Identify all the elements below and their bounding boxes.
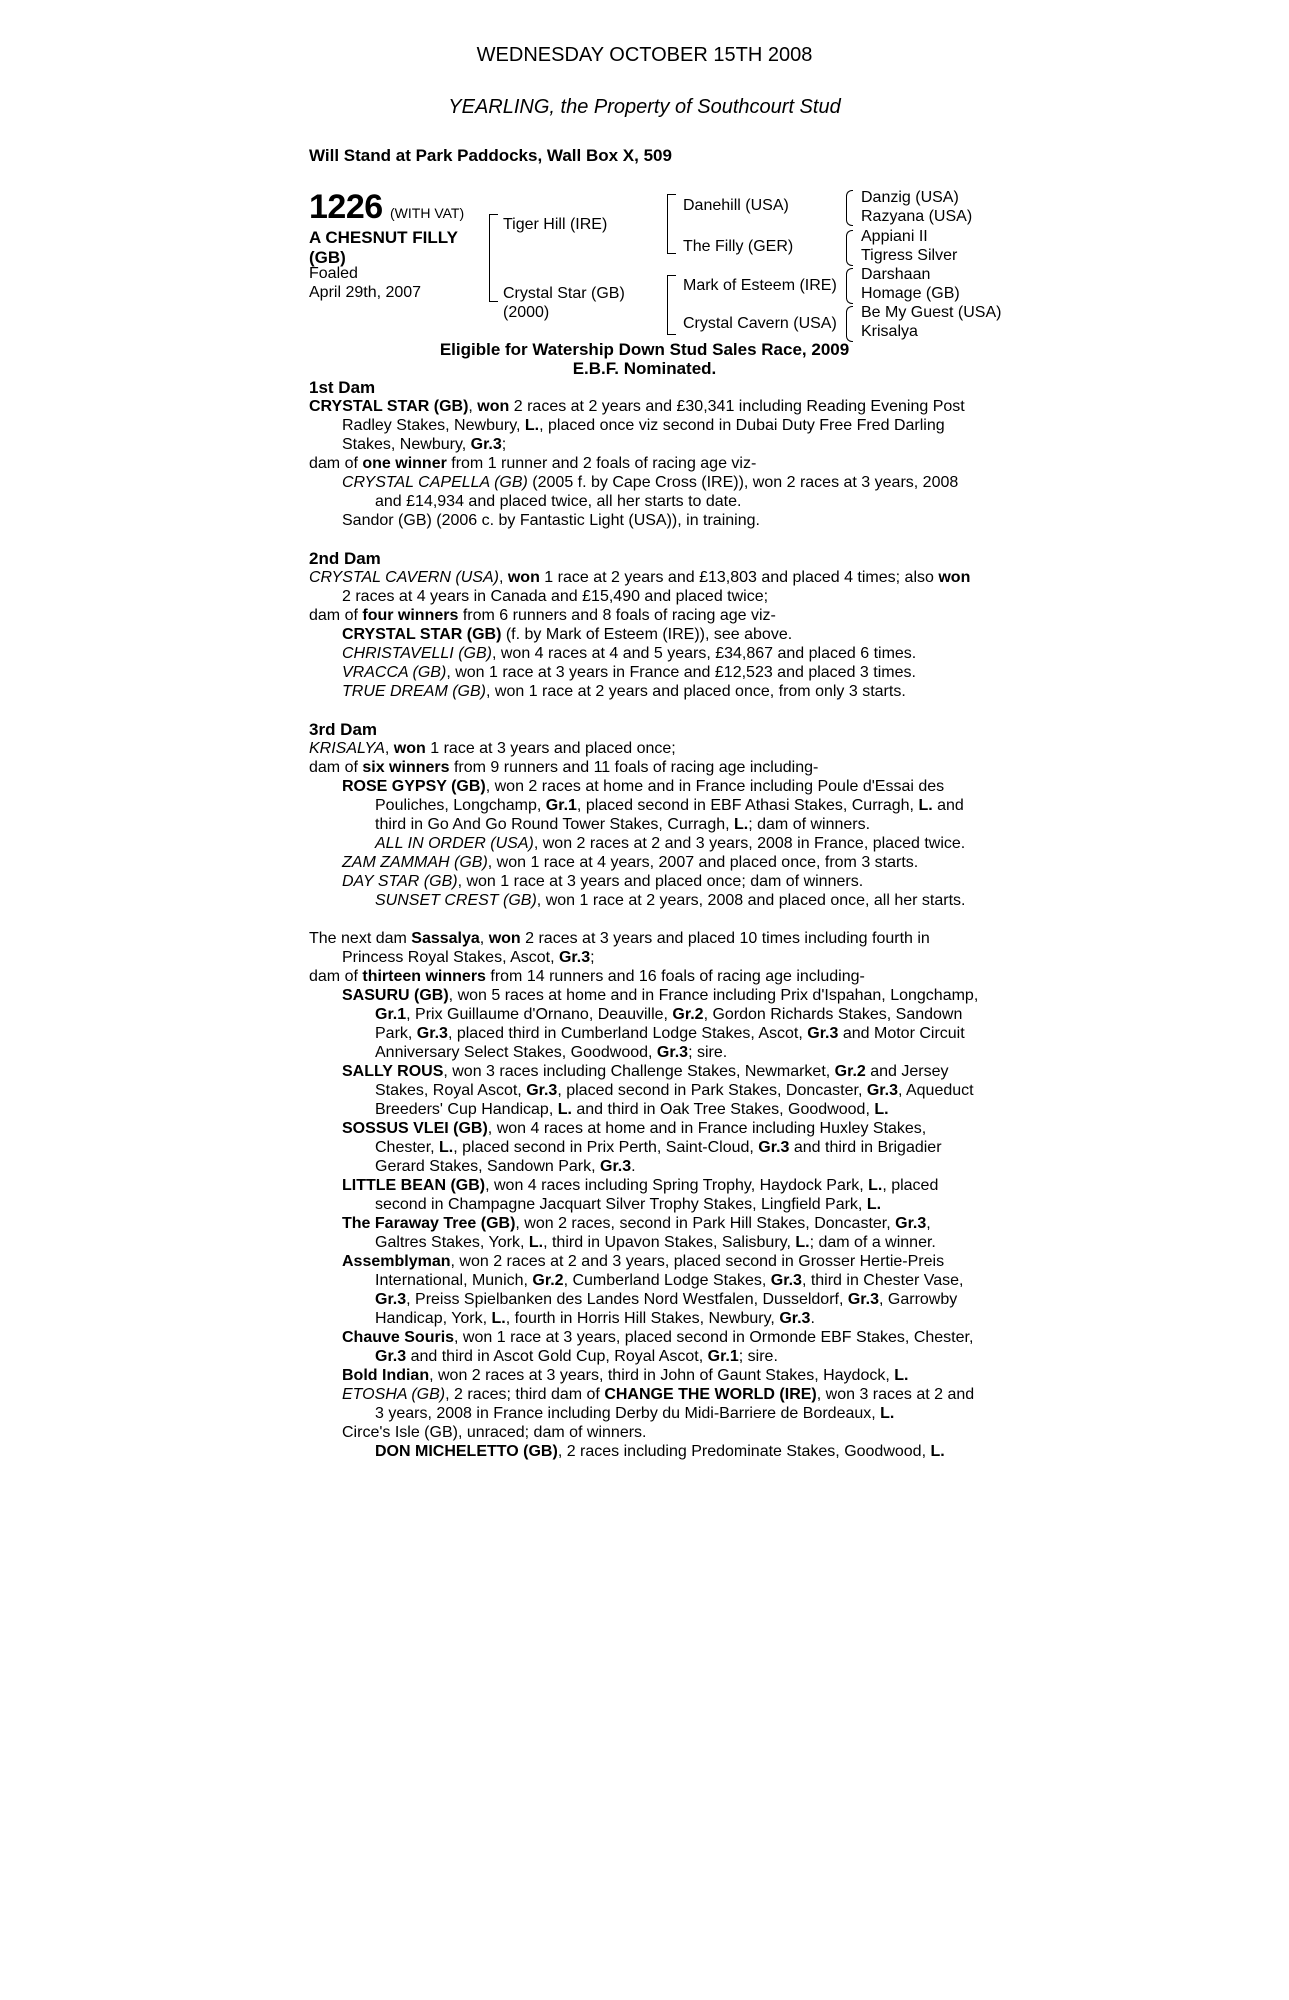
first-dam-produce-1: CRYSTAL CAPELLA (GB) (2005 f. by Cape Cross (IRE)), won 2 races at 3 years, 2008 and £14,934 and placed twice, all her starts to date.: [342, 474, 959, 510]
vat-note: (WITH VAT): [390, 205, 465, 221]
second-dam-produce-3: VRACCA (GB), won 1 race at 3 years in France and £12,523 and placed 3 times.: [342, 664, 916, 681]
sales-race-eligibility: Eligible for Watership Down Stud Sales Race, 2009: [439, 340, 850, 359]
catalogue-body: [309, 378, 981, 1461]
second-dam-heading: 2nd Dam: [309, 549, 381, 568]
next-dam-produce-bold-indian: Bold Indian, won 2 races at 3 years, third in John of Gaunt Stakes, Haydock, L.: [342, 1367, 909, 1384]
next-dam-produce-chauve-souris: Chauve Souris, won 1 race at 3 years, placed second in Ormonde EBF Stakes, Chester, Gr.3 and third in Ascot Gold Cup, Royal Ascot, Gr.1; sire.: [342, 1329, 974, 1365]
third-dam-record: KRISALYA, won 1 race at 3 years and placed once;: [309, 740, 676, 757]
foaled-label: Foaled: [309, 265, 358, 282]
pedigree-g7: Be My Guest (USA): [861, 304, 1002, 321]
pedigree-dam-sire: Mark of Esteem (IRE): [683, 277, 837, 294]
vendor-line: YEARLING, the Property of Southcourt Stud: [448, 96, 841, 118]
second-dam-produce-2: CHRISTAVELLI (GB), won 4 races at 4 and 5 years, £34,867 and placed 6 times.: [342, 645, 917, 662]
lot-number: 1226: [309, 188, 383, 226]
pedigree-g2: Razyana (USA): [861, 208, 973, 225]
stand-location: Will Stand at Park Paddocks, Wall Box X, 509: [309, 146, 672, 165]
pedigree-dam: Crystal Star (GB): [503, 285, 625, 302]
third-dam-produce-1: ROSE GYPSY (GB), won 2 races at home and in France including Poule d'Essai des Pouliches, Longchamp, Gr.1, placed second in EBF Athasi Stakes, Curragh, L. and third in Go And Go Round Tower Stakes, Curragh, L.; dam of winners.: [342, 778, 964, 833]
pedigree-dam-year: (2000): [503, 304, 550, 321]
ebf-nomination: E.B.F. Nominated.: [572, 359, 717, 378]
pedigree-g6: Homage (GB): [861, 285, 960, 302]
pedigree-sire-dam: The Filly (GER): [683, 238, 794, 255]
second-dam-produce-4: TRUE DREAM (GB), won 1 race at 2 years and placed once, from only 3 starts.: [342, 683, 906, 700]
third-dam-heading: 3rd Dam: [309, 720, 378, 739]
third-dam-grandproduce-1: ALL IN ORDER (USA), won 2 races at 2 and 3 years, 2008 in France, placed twice.: [375, 835, 966, 852]
pedigree-brace-g4: [846, 306, 853, 342]
next-dam-produce-sasuru: SASURU (GB), won 5 races at home and in France including Prix d'Ispahan, Longchamp, Gr.1, Prix Guillaume d'Ornano, Deauville, Gr.2, Gordon Richards Stakes, Sandown Park, Gr.3, placed third in Cumberland Lodge Stakes, Ascot, Gr.3 and Motor Circuit Anniversary Select Stakes, Goodwood, Gr.3; sire.: [342, 987, 979, 1061]
third-dam-produce-summary: dam of six winners from 9 runners and 11 foals of racing age including-: [309, 759, 819, 776]
next-dam-produce-etosha: ETOSHA (GB), 2 races; third dam of CHANGE THE WORLD (IRE), won 3 races at 2 and 3 years, 2008 in France including Derby du Midi-Barriere de Bordeaux, L.: [342, 1386, 975, 1422]
next-dam-produce-summary: dam of thirteen winners from 14 runners and 16 foals of racing age including-: [309, 968, 865, 985]
next-dam-record: The next dam Sassalya, won 2 races at 3 years and placed 10 times including fourth in Princess Royal Stakes, Ascot, Gr.3;: [309, 930, 930, 966]
next-dam-produce-circes-isle: Circe's Isle (GB), unraced; dam of winners.: [342, 1424, 647, 1441]
pedigree-dam-dam: Crystal Cavern (USA): [683, 315, 837, 332]
pedigree-g4: Tigress Silver: [861, 247, 958, 264]
pedigree-brace-g1: [846, 190, 853, 226]
pedigree-brace-g2: [846, 230, 853, 266]
pedigree-brace-sire: [667, 194, 676, 254]
first-dam-produce-2: Sandor (GB) (2006 c. by Fantastic Light (USA)), in training.: [342, 512, 760, 529]
pedigree-sire-sire: Danehill (USA): [683, 197, 789, 214]
foaled-info: [309, 264, 421, 302]
next-dam-produce-little-bean: LITTLE BEAN (GB), won 4 races including Spring Trophy, Haydock Park, L., placed second in Champagne Jacquart Silver Trophy Stakes, Lingfield Park, L.: [342, 1177, 939, 1213]
pedigree-g3: Appiani II: [861, 228, 928, 245]
next-dam-produce-faraway-tree: The Faraway Tree (GB), won 2 races, second in Park Hill Stakes, Doncaster, Gr.3, Galtres Stakes, York, L., third in Upavon Stakes, Salisbury, L.; dam of a winner.: [342, 1215, 936, 1251]
lot-description: A CHESNUT FILLY (GB): [309, 228, 458, 267]
sale-date: WEDNESDAY OCTOBER 15TH 2008: [476, 44, 813, 66]
first-dam-record: CRYSTAL STAR (GB), won 2 races at 2 years and £30,341 including Reading Evening Post Radley Stakes, Newbury, L., placed once viz second in Dubai Duty Free Fred Darling Stakes, Newbury, Gr.3;: [309, 398, 965, 453]
next-dam-grandproduce-don-micheletto: DON MICHELETTO (GB), 2 races including Predominate Stakes, Goodwood, L.: [375, 1443, 945, 1460]
pedigree-brace-main: [489, 214, 498, 302]
first-dam-heading: 1st Dam: [309, 378, 376, 397]
first-dam-produce-summary: dam of one winner from 1 runner and 2 foals of racing age viz-: [309, 455, 757, 472]
pedigree-g8: Krisalya: [861, 323, 918, 340]
pedigree-brace-dam: [667, 275, 676, 335]
third-dam-produce-3: DAY STAR (GB), won 1 race at 3 years and placed once; dam of winners.: [342, 873, 864, 890]
pedigree-g5: Darshaan: [861, 266, 931, 283]
third-dam-produce-2: ZAM ZAMMAH (GB), won 1 race at 4 years, 2007 and placed once, from 3 starts.: [342, 854, 919, 871]
second-dam-produce-1: CRYSTAL STAR (GB) (f. by Mark of Esteem (IRE)), see above.: [342, 626, 793, 643]
next-dam-produce-sossus-vlei: SOSSUS VLEI (GB), won 4 races at home and in France including Huxley Stakes, Chester, L., placed second in Prix Perth, Saint-Cloud, Gr.3 and third in Brigadier Gerard Stakes, Sandown Park, Gr.3.: [342, 1120, 942, 1175]
second-dam-record: CRYSTAL CAVERN (USA), won 1 race at 2 years and £13,803 and placed 4 times; also won 2 races at 4 years in Canada and £15,490 and placed twice;: [309, 569, 971, 605]
pedigree-sire: Tiger Hill (IRE): [503, 216, 608, 233]
pedigree-g1: Danzig (USA): [861, 189, 959, 206]
next-dam-produce-sally-rous: SALLY ROUS, won 3 races including Challenge Stakes, Newmarket, Gr.2 and Jersey Stakes, Royal Ascot, Gr.3, placed second in Park Stakes, Doncaster, Gr.3, Aqueduct Breeders' Cup Handicap, L. and third in Oak Tree Stakes, Goodwood, L.: [342, 1063, 974, 1118]
foaled-date: April 29th, 2007: [309, 284, 422, 301]
second-dam-produce-summary: dam of four winners from 6 runners and 8 foals of racing age viz-: [309, 607, 776, 624]
pedigree-brace-g3: [846, 268, 853, 304]
next-dam-produce-assemblyman: Assemblyman, won 2 races at 2 and 3 years, placed second in Grosser Hertie-Preis International, Munich, Gr.2, Cumberland Lodge Stakes, Gr.3, third in Chester Vase, Gr.3, Preiss Spielbanken des Landes Nord Westfalen, Dusseldorf, Gr.3, Garrowby Handicap, York, L., fourth in Horris Hill Stakes, Newbury, Gr.3.: [342, 1253, 964, 1327]
third-dam-grandproduce-2: SUNSET CREST (GB), won 1 race at 2 years, 2008 and placed once, all her starts.: [375, 892, 966, 909]
